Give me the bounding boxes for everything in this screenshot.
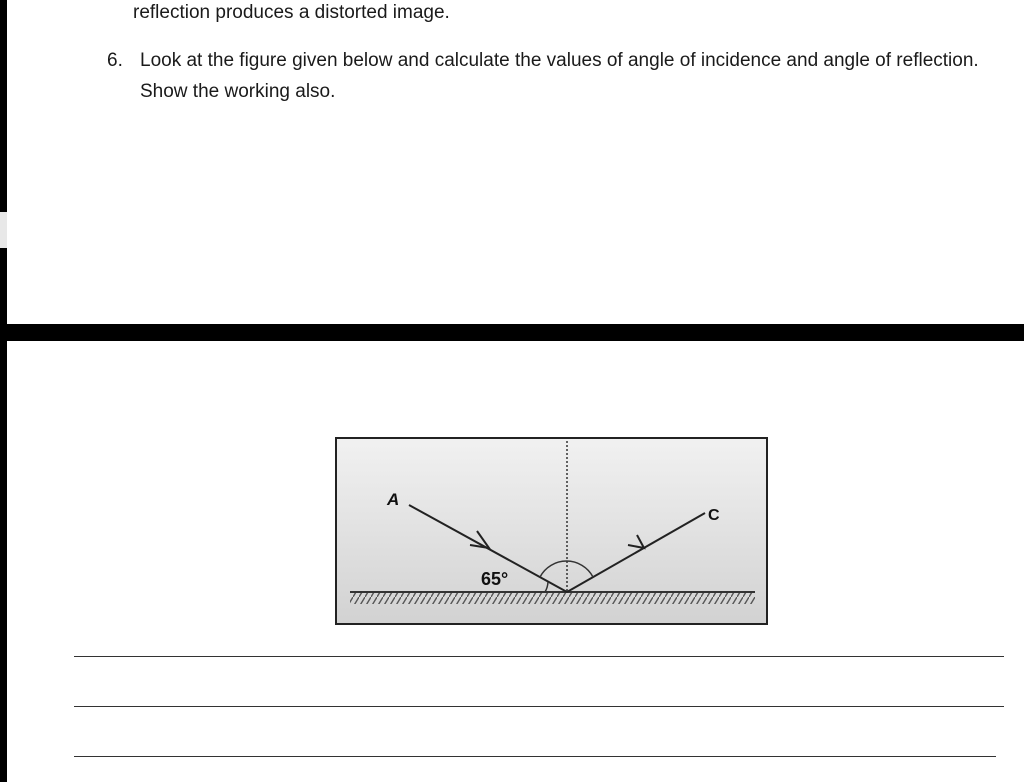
mirror-hatching	[350, 592, 755, 604]
label-a: A	[387, 490, 400, 509]
label-c: C	[708, 507, 720, 524]
left-edge-bar	[0, 0, 7, 782]
question-number: 6.	[107, 50, 123, 71]
reflection-figure	[335, 437, 768, 625]
question-text: Look at the figure given below and calculate the values of angle of incidence and angle of reflection.	[140, 50, 979, 71]
left-edge-notch	[0, 212, 7, 248]
answer-line[interactable]	[74, 656, 1004, 657]
previous-text-line: reflection produces a distorted image.	[133, 2, 450, 23]
angle-label: 65°	[481, 569, 509, 589]
answer-line[interactable]	[74, 756, 996, 757]
answer-line[interactable]	[74, 706, 1004, 707]
question-instruction: Show the working also.	[140, 81, 336, 102]
section-divider	[0, 324, 1024, 341]
